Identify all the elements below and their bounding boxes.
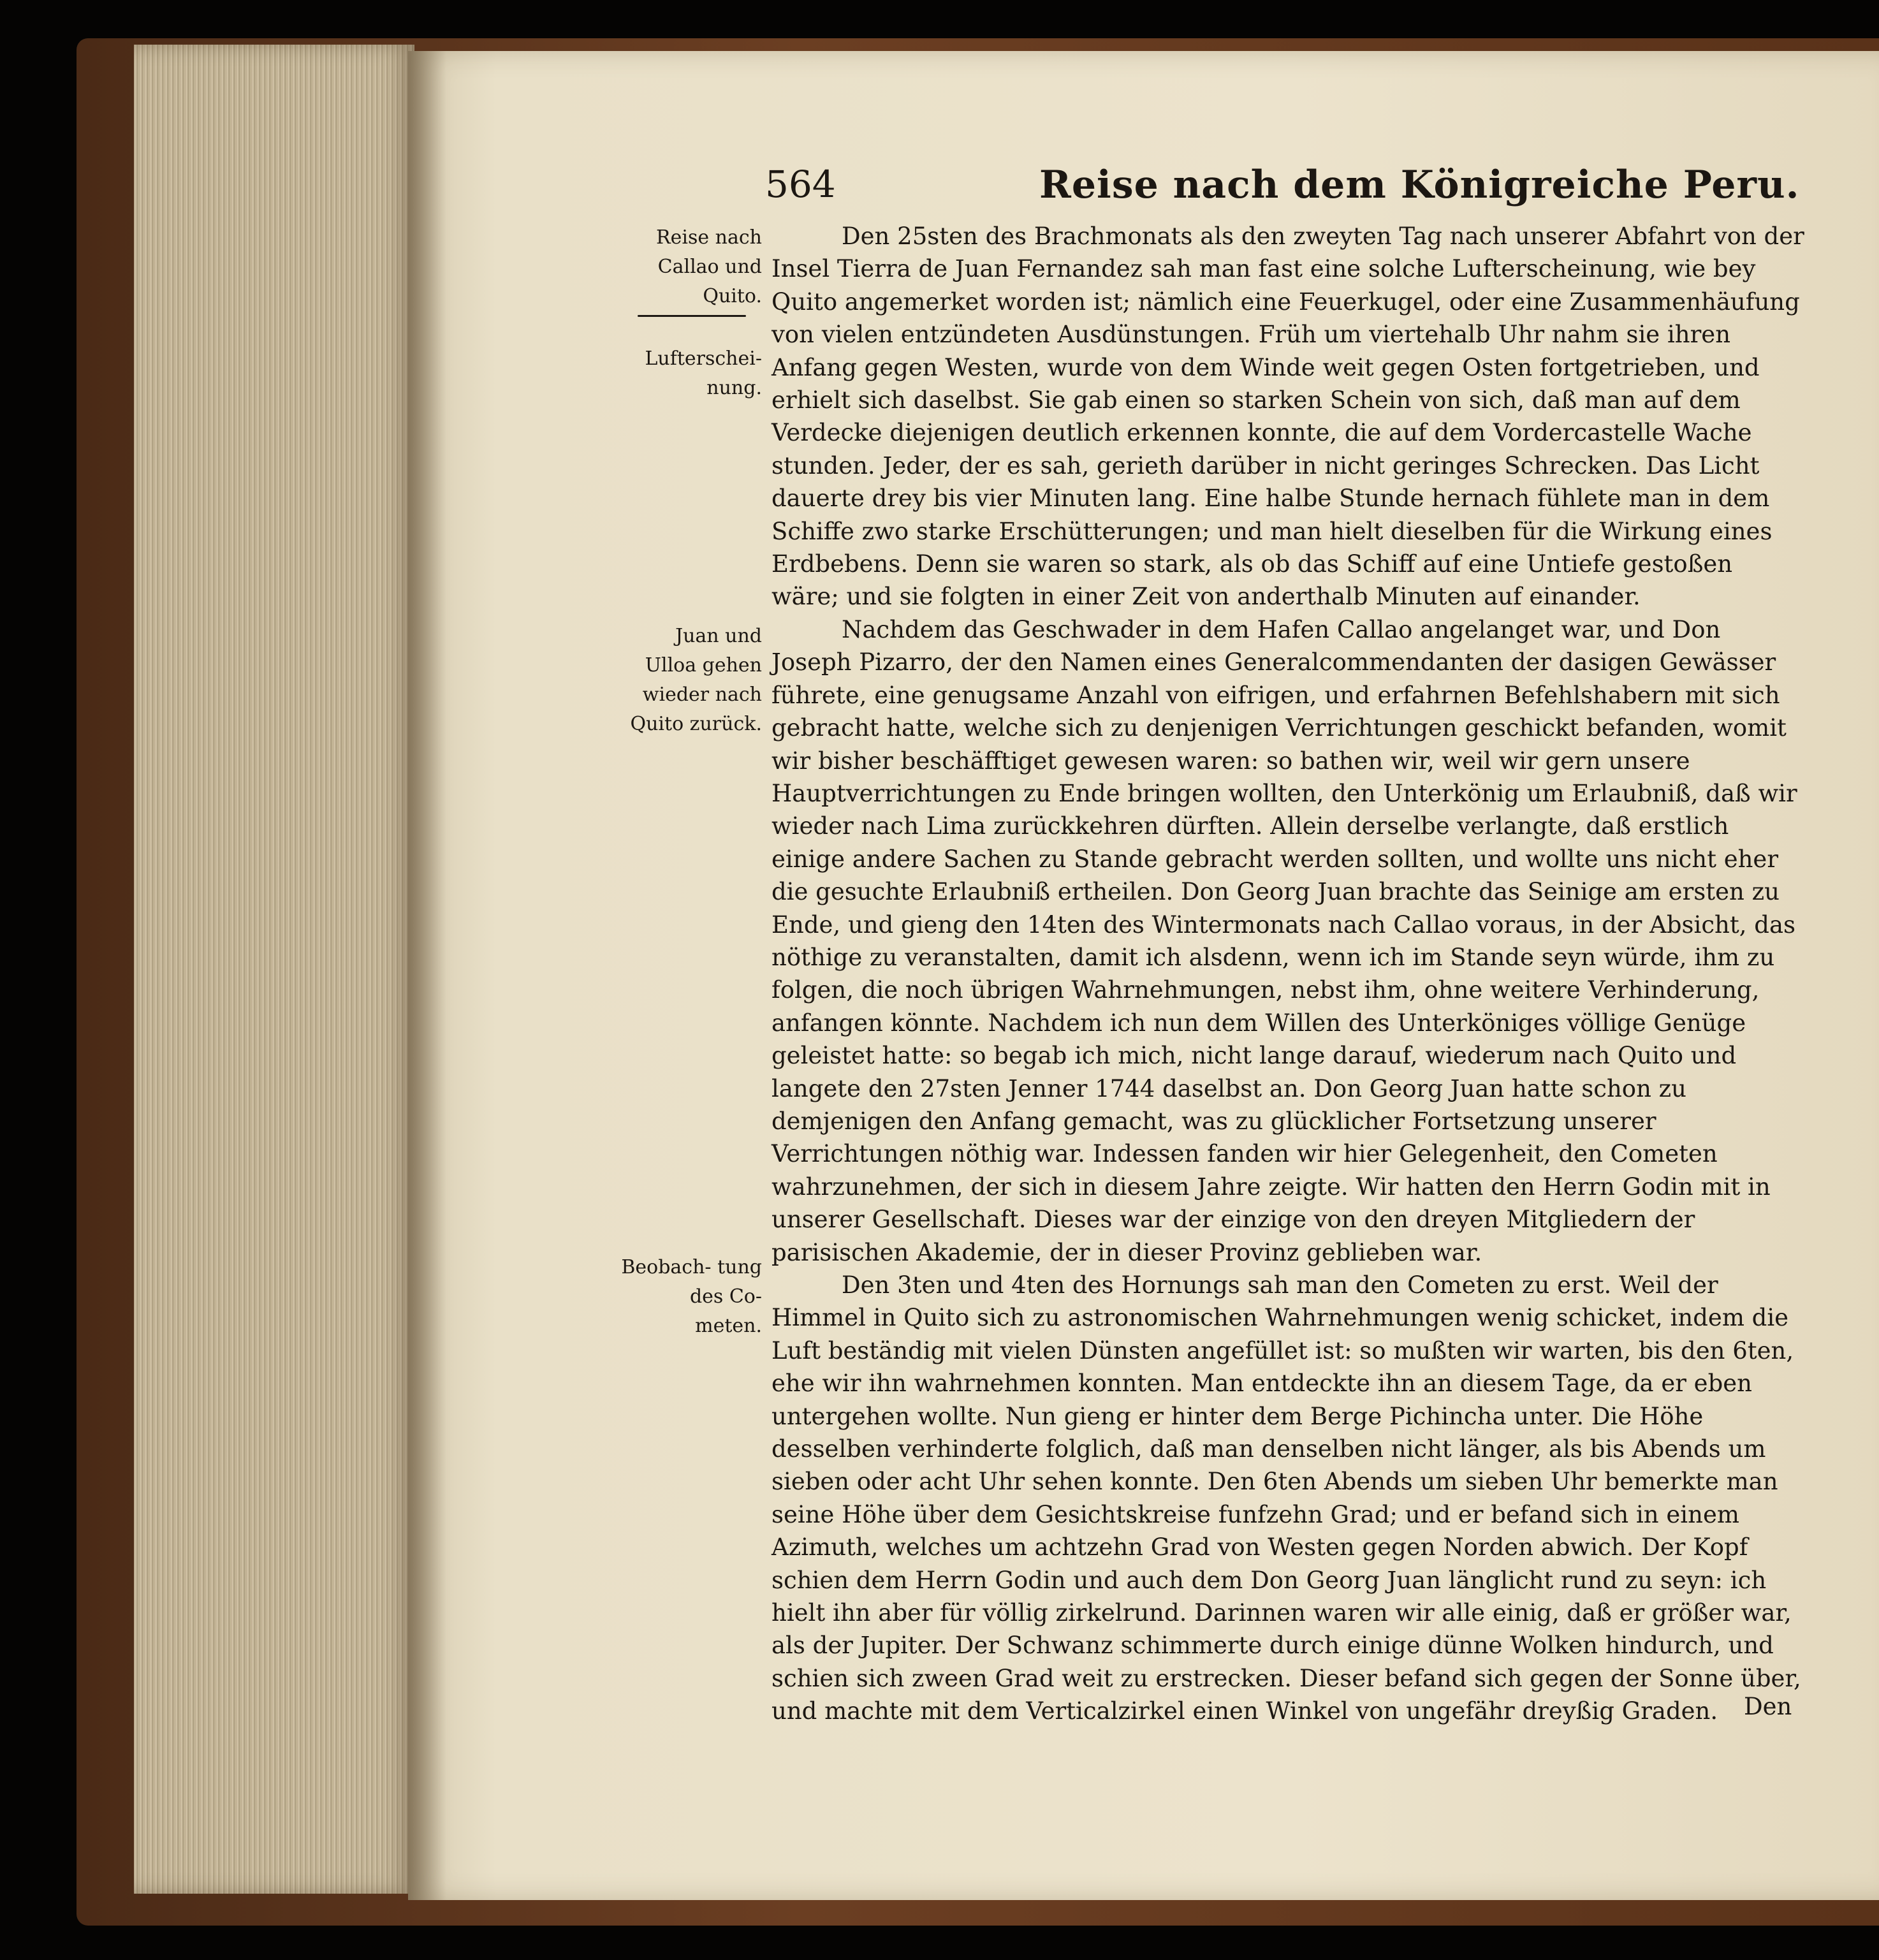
gutter-shadow [408, 51, 446, 1900]
page-header [765, 163, 1811, 220]
paragraph-comet: Den 3ten und 4ten des Hornungs sah man den Cometen zu erst. Weil der Himmel in Quito sich zu astronomischen Wahrnehmungen wenig schicket, indem die Luft beständig mit vielen Dünsten angefüllet ist: so mußten wir warten, bis den 6ten, ehe wir ihn wahrnehmen konnten. Man entdeckte ihn an diesem Tage, da er eben untergehen wollte. Nun gieng er hinter dem Berge Pichincha unter. Die Höhe desselben verhinderte folglich, daß man denselben nicht länger, als bis Abends um sieben oder acht Uhr sehen konnte. Den 6ten Abends um sieben Uhr bemerkte man seine Höhe über dem Gesichtskreise funfzehn Grad; und er befand sich in einem Azimuth, welches um achtzehn Grad von Westen gegen Norden abwich. Der Kopf schien dem Herrn Godin und auch dem Don Georg Juan länglicht rund zu seyn: ich hielt ihn aber für völlig zirkelrund. Darinnen waren wir alle einig, daß er größer war, als der Jupiter. Der Schwanz schimmerte durch einige dünne Wolken hindurch, und schien sich zween Grad weit zu erstrecken. Dieser befand sich gegen der Sonne über, und machte mit dem Verticalzirkel einen Winkel von ungefähr dreyßig Graden. [771, 1271, 1801, 1725]
body-text [771, 220, 1804, 1728]
sidenote-text: Juan und Ulloa gehen wieder nach Quito zurück. [630, 625, 762, 735]
sidenote-rule [638, 315, 746, 317]
running-title: Reise nach dem Königreiche Peru. [1039, 163, 1800, 207]
sidenote-text: Reise nach Callao und Quito. [656, 226, 762, 307]
sidenote-text: Lufterschei- nung. [645, 347, 762, 399]
page-number: 564 [765, 163, 836, 206]
paragraph-rueckkehr-quito: Nachdem das Geschwader in dem Hafen Callao angelanget war, und Don Joseph Pizarro, der den Namen eines Generalcommendanten der dasigen Gewässer führete, eine genugsame Anzahl von eifrigen, und erfahrnen Befehlshabern mit sich gebracht hatte, welche sich zu denjenigen Verrichtungen geschickt befanden, womit wir bisher beschäfftiget gewesen waren: so bathen wir, weil wir gern unsere Hauptverrichtungen zu Ende bringen wollten, den Unterkönig um Erlaubniß, daß wir wieder nach Lima zurückkehren dürften. Allein derselbe verlangte, daß erstlich einige andere Sachen zu Stande gebracht werden sollten, und wollte uns nicht eher die gesuchte Erlaubniß ertheilen. Don Georg Juan brachte das Seinige am ersten zu Ende, und gieng den 14ten des Wintermonats nach Callao voraus, in der Absicht, das nöthige zu veranstalten, damit ich alsdenn, wenn ich im Stande seyn würde, ihm zu folgen, die noch übrigen Wahrnehmungen, nebst ihm, ohne weitere Verhinderung, anfangen könnte. Nachdem ich nun dem Willen des Unterköniges völlige Genüge geleistet hatte: so begab ich mich, nicht lange darauf, wiederum nach Quito und langete den 27sten Jenner 1744 daselbst an. Don Georg Juan hatte schon zu demjenigen den Anfang gemacht, was zu glücklicher Fortsetzung unserer Verrichtungen nöthig war. Indessen fanden wir hier Gelegenheit, den Cometen wahrzunehmen, der sich in diesem Jahre zeigte. Wir hatten den Herrn Godin mit in unserer Gesellschaft. Dieses war der einzige von den dreyen Mitgliedern der parisischen Akademie, der in dieser Provinz geblieben war. [771, 615, 1797, 1266]
sidenote-lufterscheinung [618, 344, 762, 403]
sidenote-reise [618, 223, 762, 323]
page-edges [134, 45, 414, 1894]
sidenote-juan-ulloa [618, 622, 762, 739]
paragraph-lufterscheinung: Den 25sten des Brachmonats als den zweyten Tag nach unserer Abfahrt von der Insel Tierra de Juan Fernandez sah man fast eine solche Lufterscheinung, wie bey Quito angemerket worden ist; nämlich eine Feuerkugel, oder eine Zusammenhäufung von vielen entzündeten Ausdünstungen. Früh um viertehalb Uhr nahm sie ihren Anfang gegen Westen, wurde von dem Winde weit gegen Osten fortgetrieben, und erhielt sich daselbst. Sie gab einen so starken Schein von sich, daß man auf dem Verdecke diejenigen deutlich erkennen konnte, die auf dem Vordercastelle Wache stunden. Jeder, der es sah, gerieth darüber in nicht geringes Schrecken. Das Licht dauerte drey bis vier Minuten lang. Eine halbe Stunde hernach fühlete man in dem Schiffe zwo starke Erschütterungen; und man hielt dieselben für die Wirkung eines Erdbebens. Denn sie waren so stark, als ob das Schiff auf eine Untiefe gestoßen wäre; und sie folgten in einer Zeit von anderthalb Minuten auf einander. [771, 223, 1804, 611]
sidenote-text: Beobach- tung des Co- meten. [621, 1256, 762, 1337]
catchword: Den [1744, 1693, 1792, 1720]
sidenote-beobachtung [618, 1253, 762, 1341]
